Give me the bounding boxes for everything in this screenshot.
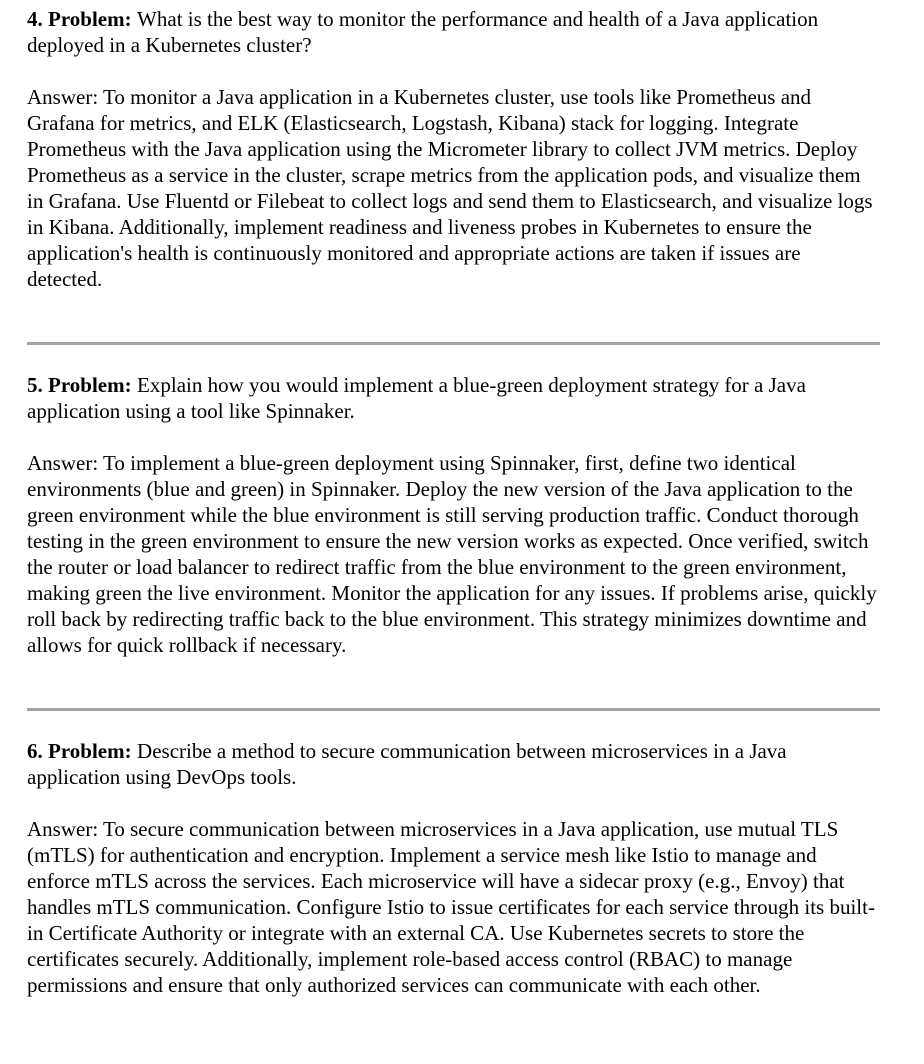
section-divider [27, 342, 880, 345]
problem-label: 5. Problem: [27, 373, 132, 397]
section-divider [27, 708, 880, 711]
question-paragraph [27, 6, 880, 58]
question-text: Explain how you would implement a blue-green deployment strategy for a Java application using a tool like Spinnaker. [27, 373, 806, 423]
question-text: Describe a method to secure communication between microservices in a Java application using DevOps tools. [27, 739, 787, 789]
qa-section-problem-6 [27, 738, 880, 998]
problem-label: 6. Problem: [27, 739, 132, 763]
answer-paragraph: Answer: To implement a blue-green deployment using Spinnaker, first, define two identical environments (blue and green) in Spinnaker. Deploy the new version of the Java application to the green environment while the blue environment is still serving production traffic. Conduct thorough testing in the green environment to ensure the new version works as expected. Once verified, switch the router or load balancer to redirect traffic from the blue environment to the green environment, making green the live environment. Monitor the application for any issues. If problems arise, quickly roll back by redirecting traffic back to the blue environment. This strategy minimizes downtime and allows for quick rollback if necessary. [27, 451, 877, 657]
question-paragraph [27, 738, 880, 790]
question-paragraph [27, 372, 880, 424]
qa-section-problem-4 [27, 6, 880, 292]
qa-section-problem-5 [27, 372, 880, 658]
answer-paragraph: Answer: To secure communication between microservices in a Java application, use mutual TLS (mTLS) for authentication and encryption. Implement a service mesh like Istio to manage and enforce mTLS across the services. Each microservice will have a sidecar proxy (e.g., Envoy) that handles mTLS communication. Configure Istio to issue certificates for each service through its built-in Certificate Authority or integrate with an external CA. Use Kubernetes secrets to store the certificates securely. Additionally, implement role-based access control (RBAC) to manage permissions and ensure that only authorized services can communicate with each other. [27, 817, 875, 997]
answer-paragraph: Answer: To monitor a Java application in a Kubernetes cluster, use tools like Prometheus and Grafana for metrics, and ELK (Elasticsearch, Logstash, Kibana) stack for logging. Integrate Prometheus with the Java application using the Micrometer library to collect JVM metrics. Deploy Prometheus as a service in the cluster, scrape metrics from the application pods, and visualize them in Grafana. Use Fluentd or Filebeat to collect logs and send them to Elasticsearch, and visualize logs in Kibana. Additionally, implement readiness and liveness probes in Kubernetes to ensure the application's health is continuously monitored and appropriate actions are taken if issues are detected. [27, 85, 873, 291]
problem-label: 4. Problem: [27, 7, 132, 31]
question-text: What is the best way to monitor the performance and health of a Java application deployed in a Kubernetes cluster? [27, 7, 819, 57]
